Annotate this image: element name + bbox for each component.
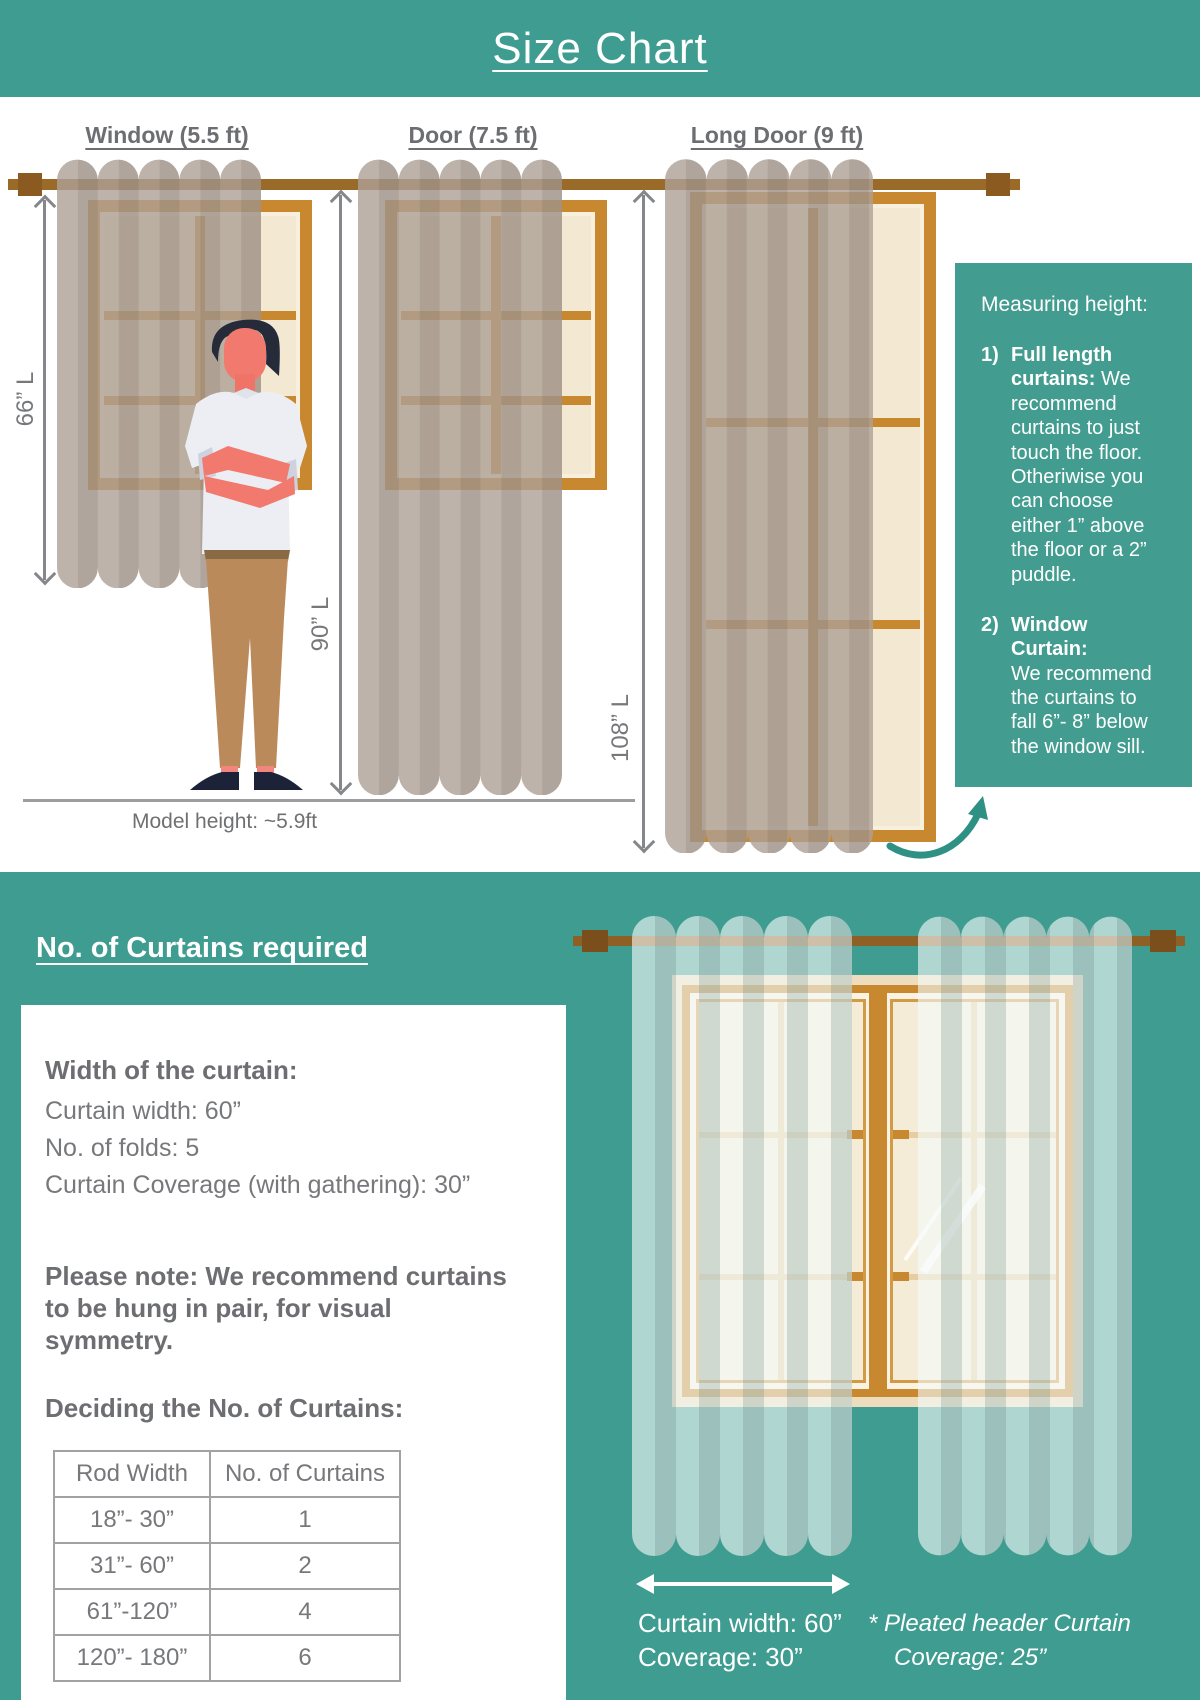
- pair-rod-finial-right: [1150, 930, 1176, 952]
- long-door-curtain: [665, 158, 873, 853]
- width-line-1: Curtain width: 60”: [45, 1097, 241, 1125]
- sheer-curtain-right: [918, 916, 1132, 1556]
- pleated-note-line2: Coverage: 25”: [894, 1644, 1047, 1671]
- header-bar: [0, 0, 1200, 97]
- label-window: Window (5.5 ft): [85, 122, 249, 148]
- door-curtain: [358, 158, 562, 795]
- row-4-rod-width: 120”- 180”: [54, 1635, 210, 1681]
- model-illustration: [163, 316, 323, 801]
- row-3-rod-width: 61”-120”: [54, 1589, 210, 1635]
- item-2-number: 2): [981, 613, 999, 636]
- dimension-arrow-90: [339, 195, 342, 790]
- length-label-66: 66” L: [12, 371, 39, 427]
- item-1-number: 1): [981, 344, 999, 366]
- rod-finial-left: [18, 173, 42, 196]
- coverage-label: Coverage: 30”: [638, 1642, 803, 1672]
- item-1-text: [1011, 343, 1163, 587]
- length-label-90: 90” L: [307, 596, 334, 652]
- bottom-section: [0, 872, 1200, 1700]
- table-header-rod-width: Rod Width: [54, 1451, 210, 1497]
- row-1-rod-width: 18”- 30”: [54, 1497, 210, 1543]
- item-1-bold: Full length curtains:: [1011, 344, 1113, 391]
- dimension-arrow-108: [642, 195, 645, 848]
- rod-finial-right: [986, 173, 1010, 196]
- item-2-text: [1011, 613, 1163, 759]
- table-row: [54, 1543, 400, 1589]
- row-4-count: 6: [210, 1635, 400, 1681]
- label-long-door: Long Door (9 ft): [690, 122, 864, 148]
- info-panel: [21, 1005, 566, 1700]
- item-2-body: We recommend the curtains to fall 6”- 8” below the window sill.: [1011, 662, 1152, 758]
- row-3-count: 4: [210, 1589, 400, 1635]
- table-header-no-curtains: No. of Curtains: [210, 1451, 400, 1497]
- pair-rod-finial-left: [582, 930, 608, 952]
- sheer-curtain-left: [632, 916, 852, 1556]
- row-1-count: 1: [210, 1497, 400, 1543]
- label-door: Door (7.5 ft): [408, 122, 538, 148]
- pleated-note-line1: * Pleated header Curtain: [868, 1610, 1131, 1637]
- length-label-108: 108” L: [607, 693, 634, 763]
- table-row: [54, 1497, 400, 1543]
- curtain-width-label: Curtain width: 60”: [638, 1608, 842, 1638]
- row-2-rod-width: 31”- 60”: [54, 1543, 210, 1589]
- measuring-box-title: Measuring height:: [981, 293, 1148, 316]
- page-title: Size Chart: [492, 24, 708, 73]
- table-header-row: [54, 1451, 400, 1497]
- row-2-count: 2: [210, 1543, 400, 1589]
- table-row: [54, 1635, 400, 1681]
- curved-arrow-icon: [882, 790, 992, 862]
- window-center-divider: [869, 993, 887, 1389]
- width-line-3: Curtain Coverage (with gathering): 30”: [45, 1171, 471, 1199]
- measuring-item-2: [981, 613, 1172, 759]
- dimension-arrow-66: [43, 200, 46, 580]
- width-title: Width of the curtain:: [45, 1055, 298, 1085]
- curtain-count-table: [53, 1450, 401, 1682]
- item-1-body: We recommend curtains to just touch the floor. Otheriwise you can choose either 1” above the floor or a 2” puddle.: [1011, 368, 1147, 586]
- mullion-notch: [893, 1130, 909, 1139]
- measuring-item-1: [981, 343, 1172, 587]
- measuring-height-box: [955, 263, 1192, 787]
- pair-note: Please note: We recommend curtains to be hung in pair, for visual symmetry.: [45, 1261, 507, 1356]
- table-row: [54, 1589, 400, 1635]
- table-title: Deciding the No. of Curtains:: [45, 1393, 404, 1423]
- floor-line: [23, 799, 635, 802]
- bottom-heading: No. of Curtains required: [36, 932, 368, 964]
- item-2-bold: Window Curtain:: [1011, 613, 1088, 661]
- width-line-2: No. of folds: 5: [45, 1134, 200, 1162]
- width-arrow-icon: [636, 1572, 850, 1596]
- model-height-caption: Model height: ~5.9ft: [132, 810, 318, 833]
